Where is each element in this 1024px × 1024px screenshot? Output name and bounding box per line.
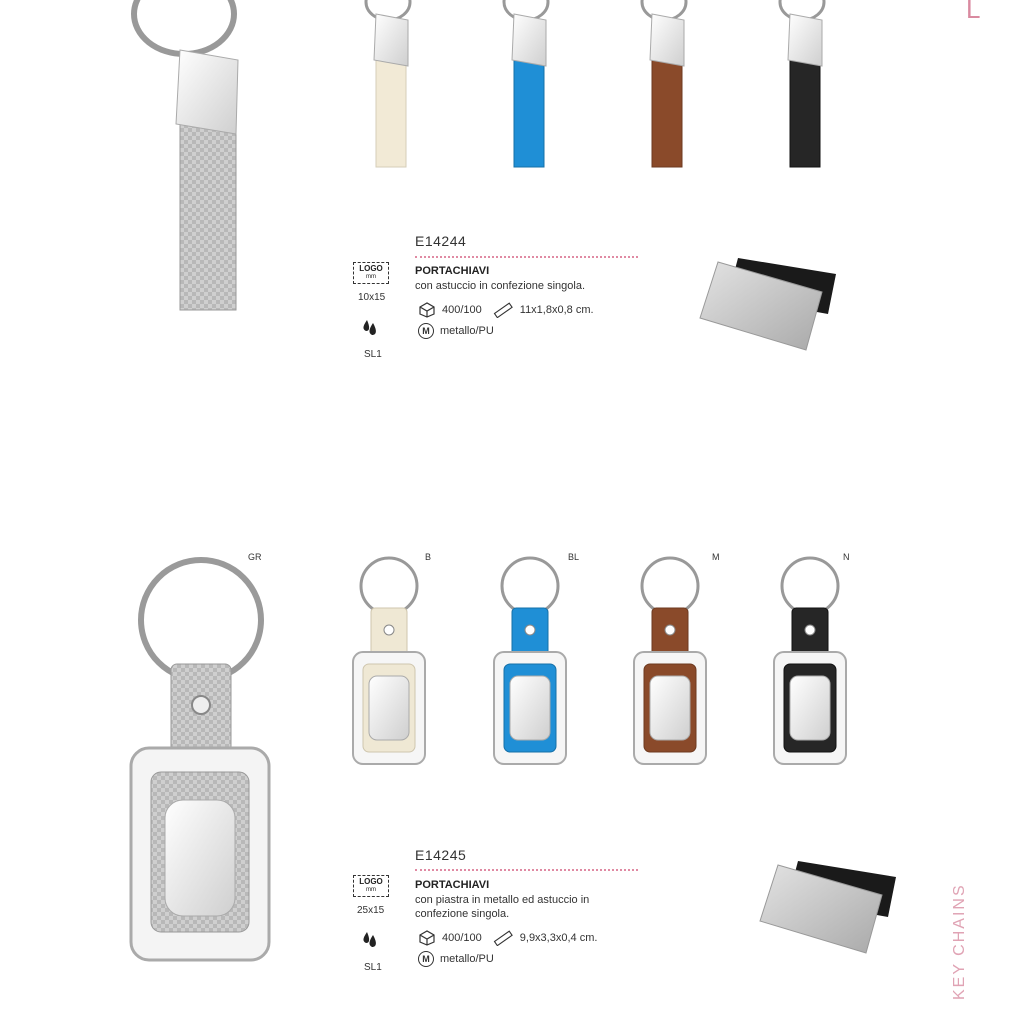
product1-description: con astuccio in confezione singola. [415, 280, 585, 292]
logo-label: LOGO [359, 264, 383, 273]
product1-size: 11x1,8x0,8 cm. [519, 304, 594, 316]
ruler-icon [492, 930, 514, 946]
keychain-variant-brown [636, 0, 696, 175]
variant-label-bl: BL [568, 552, 580, 562]
logo-area-icon [353, 262, 389, 284]
ink-drop-icon [361, 318, 379, 338]
section-vertical-label: KEY CHAINS [951, 883, 968, 1000]
box-icon [418, 930, 436, 946]
product1-specs-row [418, 302, 594, 318]
product1-logo-size: 10x15 [358, 292, 386, 303]
variant-label-m: M [712, 552, 720, 562]
keychain-plate-variant-black [770, 552, 850, 768]
product2-divider [415, 869, 638, 871]
product1-material-row [418, 323, 494, 339]
keychain-plate-variant-brown [630, 552, 710, 768]
variant-label-gr: GR [248, 552, 262, 562]
product1-material: metallo/PU [440, 325, 494, 337]
keychain-variant-black [774, 0, 834, 175]
material-icon: M [418, 323, 434, 339]
product1-code: E14244 [415, 233, 467, 249]
ruler-icon [492, 302, 514, 318]
product2-print-method: SL1 [364, 962, 382, 973]
logo-unit: mm [366, 274, 376, 280]
product2-material-row [418, 951, 494, 967]
product2-size: 9,9x3,3x0,4 cm. [519, 932, 598, 944]
keychain-plate-variant-cream [349, 552, 432, 768]
product2-title: PORTACHIAVI [415, 879, 490, 891]
keychain-variant-blue [498, 0, 558, 175]
product2-material: metallo/PU [440, 953, 494, 965]
keychain-plate-main-image-gray [125, 552, 275, 964]
variant-label-b: B [425, 552, 432, 562]
gift-box-image [758, 855, 900, 959]
product1-divider [415, 256, 638, 258]
ink-drop-icon [361, 930, 379, 950]
product1-pack: 400/100 [442, 304, 482, 316]
keychain-variant-cream [360, 0, 420, 175]
variant-label-n: N [843, 552, 850, 562]
product1-print-method: SL1 [364, 349, 382, 360]
product2-specs-row [418, 930, 597, 946]
gift-box-image [698, 252, 840, 356]
logo-area-icon [353, 875, 389, 897]
logo-unit: mm [366, 887, 376, 893]
product2-logo-size: 25x15 [357, 905, 385, 916]
logo-label: LOGO [359, 877, 383, 886]
section-tab-letter: L [966, 0, 983, 24]
product2-code: E14245 [415, 847, 467, 863]
keychain-plate-variant-blue [490, 552, 570, 768]
keychain-main-image-gray [120, 0, 260, 320]
product1-title: PORTACHIAVI [415, 265, 490, 277]
product2-description-line1: con piastra in metallo ed astuccio in [415, 894, 590, 906]
material-icon: M [418, 951, 434, 967]
box-icon [418, 302, 436, 318]
product2-description-line2: confezione singola. [415, 908, 510, 920]
product2-pack: 400/100 [442, 932, 482, 944]
